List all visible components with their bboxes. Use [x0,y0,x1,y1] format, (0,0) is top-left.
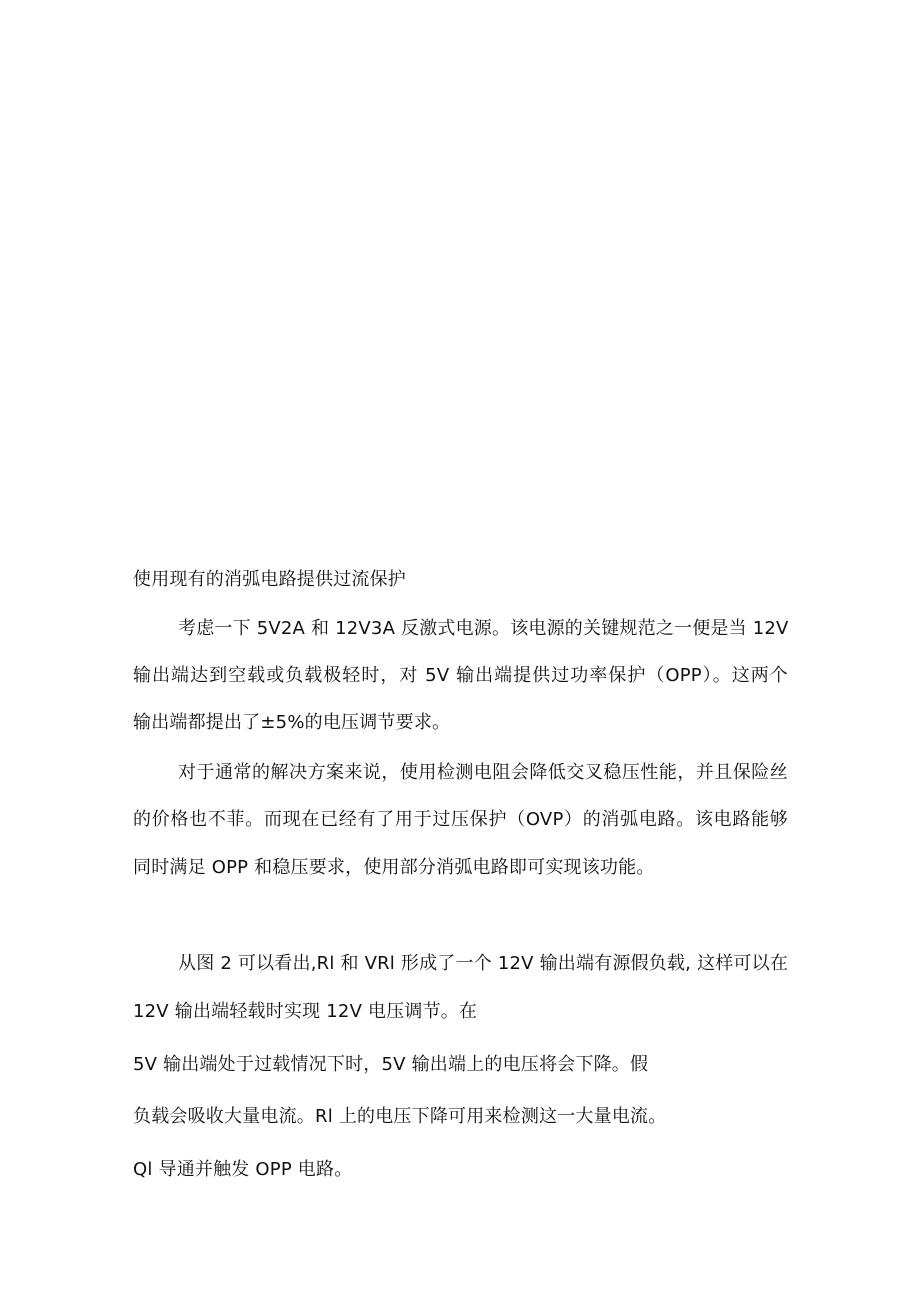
current-detection-line: 负载会吸收大量电流。Rl 上的电压下降可用来检测这一大量电流。 [133,1106,667,1127]
paragraph-2-line-2: 的价格也不菲。而现在已经有了用于过压保护（OVP）的消弧电路。该电路能够 [133,809,788,830]
section-heading: 使用现有的消弧电路提供过流保护 [133,569,406,590]
overload-line: 5V 输出端处于过载情况下时，5V 输出端上的电压将会下降。假 [133,1054,649,1075]
paragraph-1-line-3: 输出端都提出了±5%的电压调节要求。 [133,712,451,733]
paragraph-1-line-2: 输出端达到空载或负载极轻时，对 5V 输出端提供过功率保护（OPP）。这两个 [133,665,788,686]
paragraph-2-line-3: 同时满足 OPP 和稳压要求，使用部分消弧电路即可实现该功能。 [133,857,655,878]
trigger-line: Ql 导通并触发 OPP 电路。 [133,1159,353,1180]
paragraph-1-line-1: 考虑一下 5V2A 和 12V3A 反激式电源。该电源的关键规范之一便是当 12V [178,618,789,639]
paragraph-3-line-1: 从图 2 可以看出,Rl 和 VRl 形成了一个 12V 输出端有源假负载, 这样可以在 [178,953,789,974]
paragraph-2-line-1: 对于通常的解决方案来说，使用检测电阻会降低交叉稳压性能，并且保险丝 [178,762,788,783]
paragraph-3-line-2: 12V 输出端轻载时实现 12V 电压调节。在 [133,1001,478,1022]
